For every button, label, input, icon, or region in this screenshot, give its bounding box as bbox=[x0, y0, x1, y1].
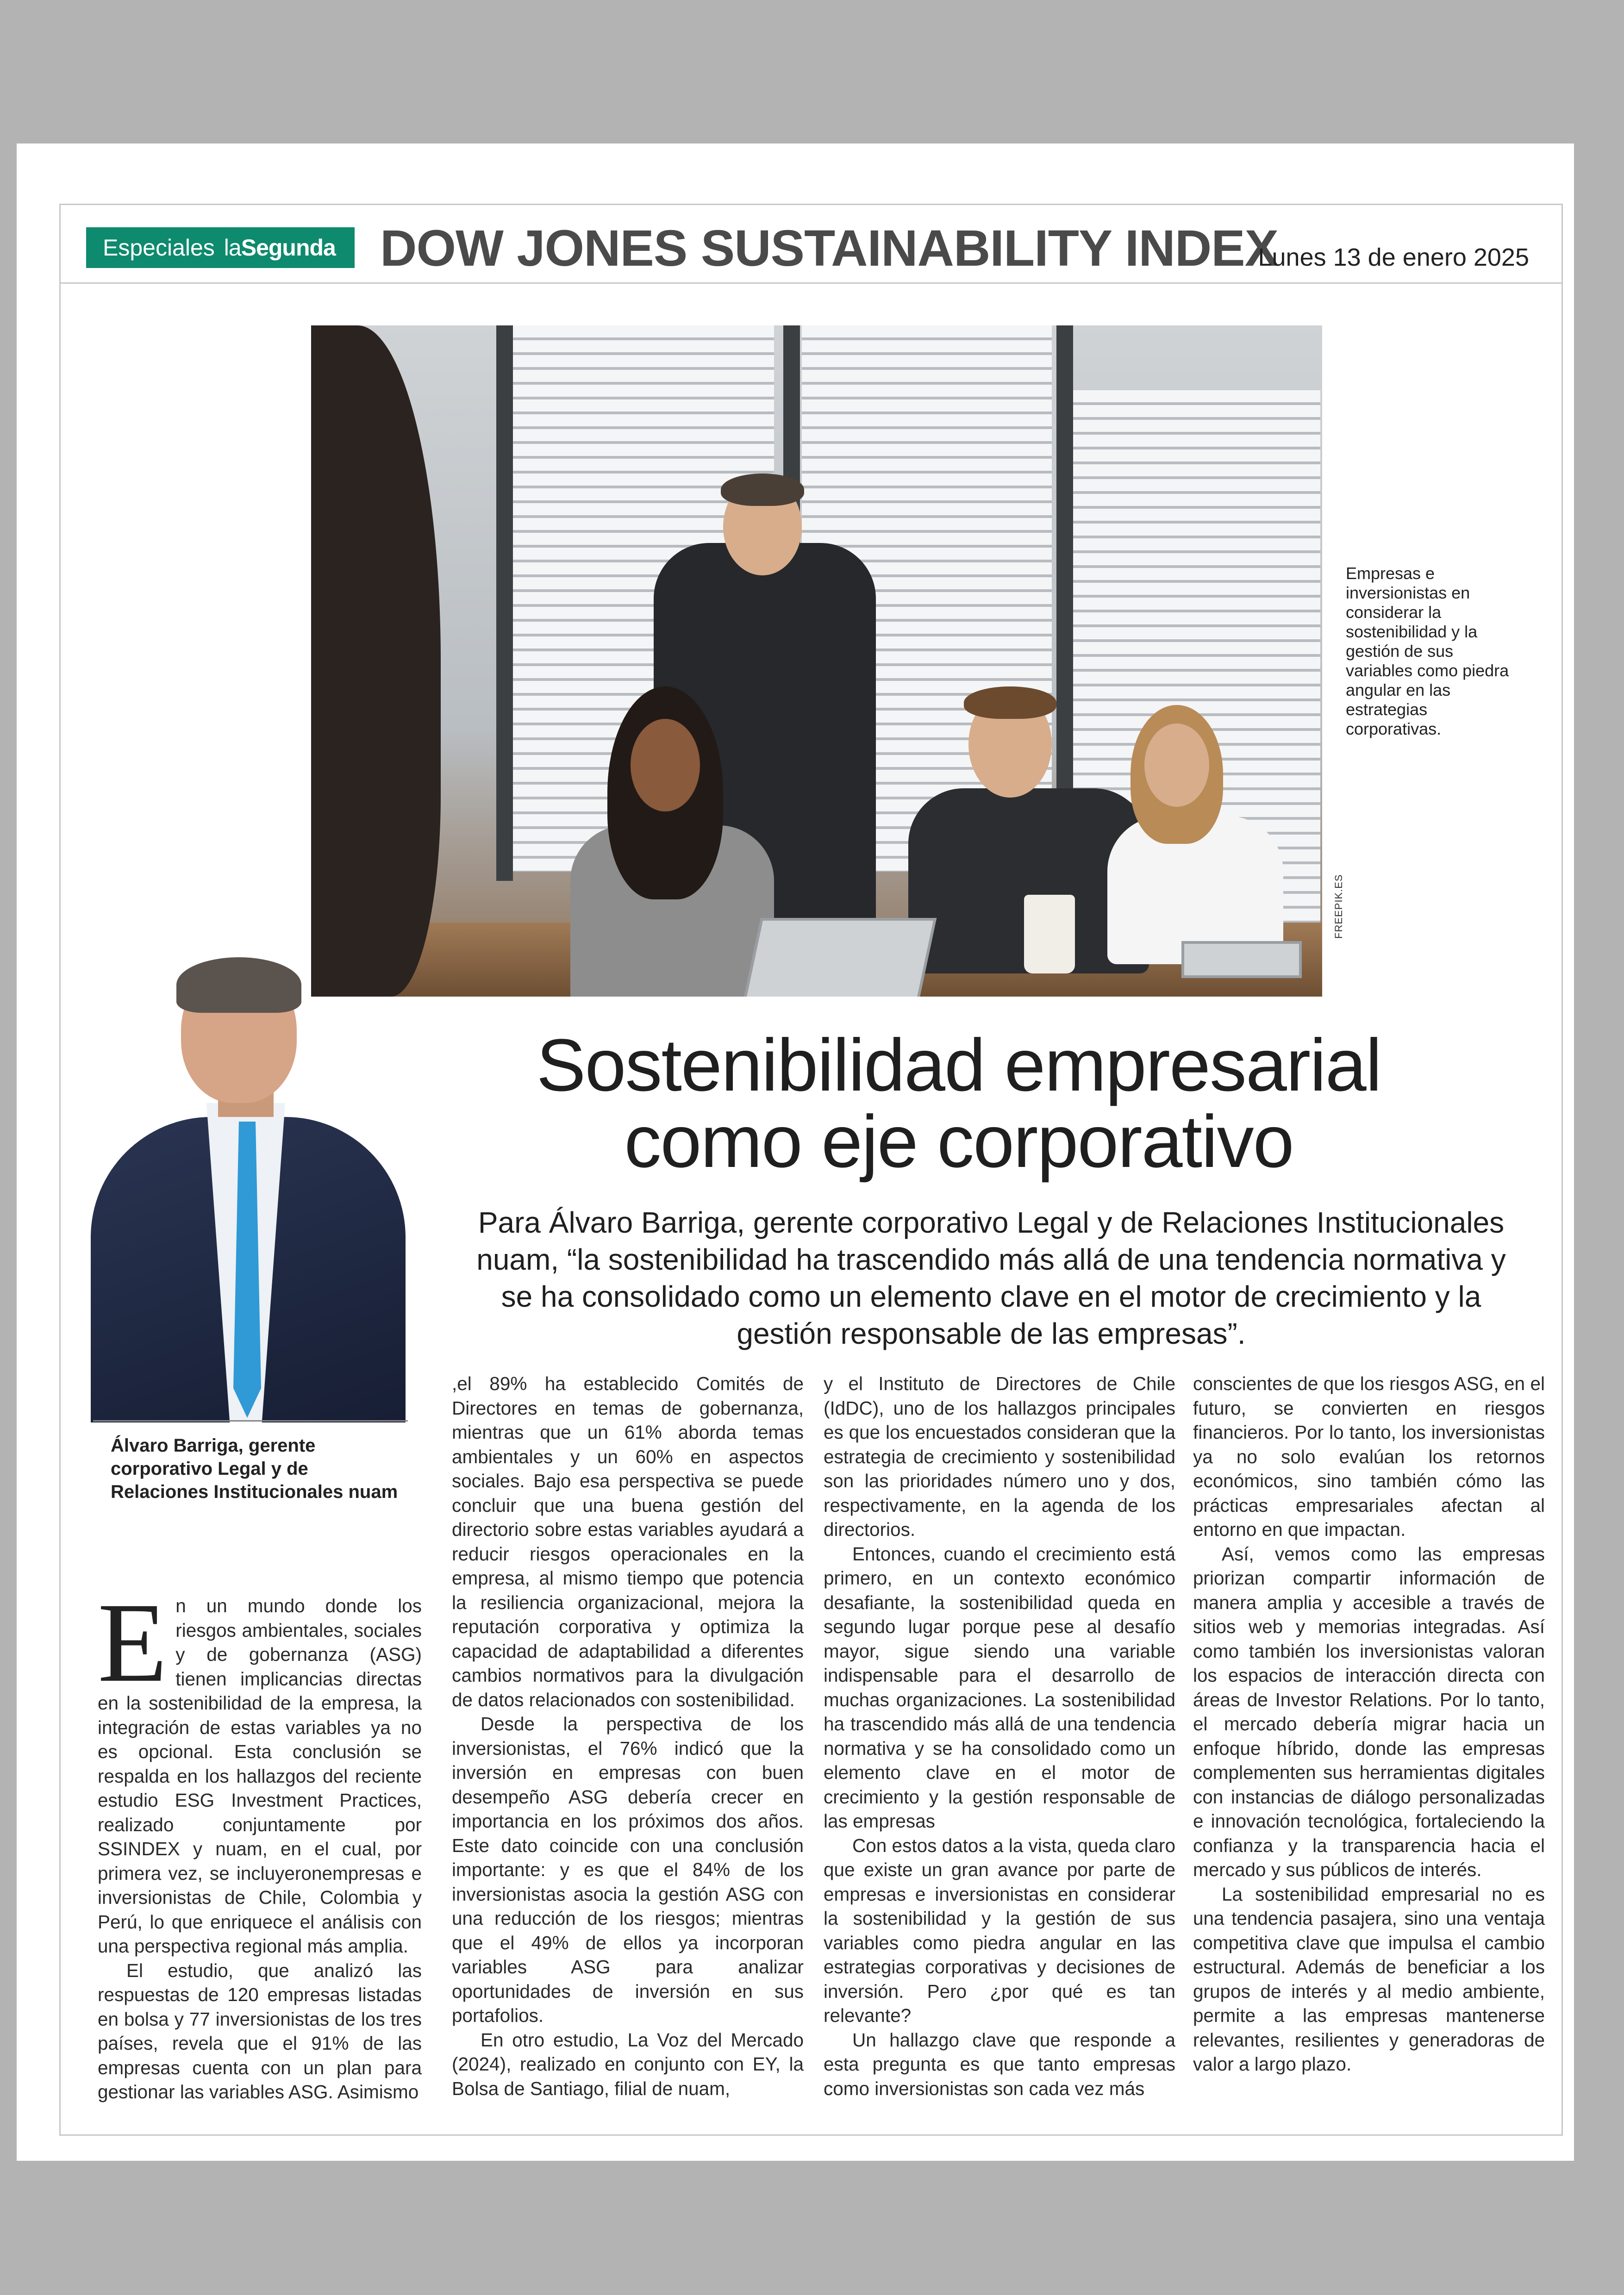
paragraph: Entonces, cuando el crecimiento está primero, en un contexto económico desafiante, la sostenibilidad queda en segundo lugar porque pese al desafío mayor, sigue siendo una variable indispensable para el desarrollo de muchas organizaciones. La sostenibilidad ha trascendido más allá de una tendencia normativa y se ha consolidado como un elemento clave en el motor de crecimiento y la gestión responsable de las empresas bbox=[824, 1543, 1175, 1832]
laptop bbox=[741, 918, 937, 997]
coffee-cup bbox=[1024, 895, 1075, 973]
laptop bbox=[1181, 941, 1302, 978]
portrait-alvaro-barriga bbox=[86, 950, 410, 1422]
paragraph: conscientes de que los riesgos ASG, en el futuro, se convierten en riesgos financieros. Por lo tanto, los inversionistas ya no solo evalúan los retornos económicos, sino también cómo las prácticas empresariales afectan al entorno en que impactan. bbox=[1193, 1373, 1545, 1540]
article-deck: Para Álvaro Barriga, gerente corporativo Legal y de Relaciones Institucionales nuam, “la sostenibilidad ha trascendido más allá de una tendencia normativa y se ha consolidado como un elemento clave en el motor de crecimiento y la gestión responsable de las empresas”. bbox=[476, 1206, 1506, 1350]
drop-cap: E bbox=[98, 1580, 168, 1706]
article-column-2 bbox=[452, 1372, 804, 2101]
paragraph: Un hallazgo clave que responde a esta pregunta es que tanto empresas como inversionistas son cada vez más bbox=[824, 2029, 1175, 2099]
paragraph: Con estos datos a la vista, queda claro que existe un gran avance por parte de empresas e inversionistas en considerar la sostenibilidad y la gestión de sus variables como piedra angular en las estrategias corporativas y decisiones de inversión. Pero ¿por qué es tan relevante? bbox=[824, 1834, 1175, 2026]
paragraph: Desde la perspectiva de los inversionistas, el 76% indicó que la inversión en empresas con buen desempeño ASG debería crecer en importancia en los próximos dos años. Este dato coincide con una conclusión importante: y es que el 84% de los inversionistas asocia la gestión ASG con una reducción de los riesgos; mientras que el 49% de ellos ya incorporan variables ASG para analizar oportunidades de inversión en sus portafolios. bbox=[452, 1713, 804, 2026]
article-column-3 bbox=[824, 1372, 1175, 2101]
paragraph: ,el 89% ha establecido Comités de Directores en temas de gobernanza, mientras que un 61% aborda temas ambientales y un 60% en aspectos sociales. Bajo esa perspectiva se puede concluir que una buena gestión del directorio sobre estas variables ayudará a reducir riesgos operacionales en la empresa, al mismo tiempo que potencia la resiliencia organizacional, mejora la reputación corporativa y optimiza la capacidad de adaptabilidad a diferentes cambios normativos para la divulgación de datos relacionados con sostenibilidad. bbox=[452, 1373, 804, 1710]
paragraph: La sostenibilidad empresarial no es una tendencia pasajera, sino una ventaja competitiva clave que impulsa el cambio estructural. Además de beneficiar a los grupos de interés y al medio ambiente, permite a las empresas mantenerse relevantes, resilientes y generadoras de valor a largo plazo. bbox=[1193, 1883, 1545, 2075]
paragraph: El estudio, que analizó las respuestas de 120 empresas listadas en bolsa y 77 inversionistas de los tres países, revela que el 91% de las empresas cuenta con un plan para gestionar las variables ASG. Asimismo bbox=[98, 1959, 422, 2102]
paragraph: Así, vemos como las empresas priorizan compartir información de manera amplia y accesible a través de sitios web y memorias integradas. Así como también los inversionistas valoran los espacios de interacción directa con áreas de Investor Relations. Por lo tanto, el mercado debería migrar hacia un enfoque híbrido, donde las empresas complementen sus herramientas digitales con instancias de diálogo personalizadas e innovación tecnológica, fortaleciendo la confianza y la transparencia hacia el mercado y sus públicos de interés. bbox=[1193, 1543, 1545, 1880]
meeting-photo bbox=[311, 325, 1322, 997]
paragraph bbox=[98, 1580, 422, 1958]
photo-credit: FREEPIK.ES bbox=[1333, 874, 1344, 939]
logo-lasegunda bbox=[224, 234, 336, 261]
paragraph-text: n un mundo donde los riesgos ambientales, sociales y de gobernanza (ASG) tienen implicancias directas en la sostenibilidad de la empresa, la integración de estas variables ya no es opcional. Esta conclusión se respalda en los hallazgos del reciente estudio ESG Investment Practices, realizado conjuntamente por SSINDEX y nuam, en el cual, por primera vez, se incluyeronempresas e inversionistas de Chile, Colombia y Perú, lo que enriquece el análisis con una perspectiva regional más amplia. bbox=[98, 1595, 422, 1957]
newspaper-page bbox=[17, 143, 1574, 2161]
window-frame bbox=[496, 325, 513, 881]
logo-segunda: Segunda bbox=[241, 235, 336, 261]
logo-la: la bbox=[224, 235, 241, 261]
article-column-1 bbox=[98, 1580, 422, 2104]
page-header bbox=[61, 205, 1562, 284]
headline-line-1: Sostenibilidad empresarial bbox=[536, 1023, 1381, 1106]
paragraph: En otro estudio, La Voz del Mercado (2024), realizado en conjunto con EY, la Bolsa de Santiago, filial de nuam, bbox=[452, 2029, 804, 2099]
paragraph: y el Instituto de Directores de Chile (IdDC), uno de los hallazgos principales es que los encuestados consideran que la estrategia de crecimiento y sostenibilidad son las prioridades número uno y dos, respectivamente, en la agenda de los directorios. bbox=[824, 1373, 1175, 1540]
headline-line-2: como eje corporativo bbox=[624, 1100, 1293, 1183]
logo-especiales: Especiales bbox=[103, 235, 215, 261]
portrait-divider bbox=[93, 1420, 408, 1422]
issue-date: Lunes 13 de enero 2025 bbox=[1258, 243, 1529, 271]
article-headline bbox=[412, 1023, 1505, 1183]
portrait-caption: Álvaro Barriga, gerente corporativo Legal y de Relaciones Institucionales nuam bbox=[111, 1435, 398, 1502]
section-title: DOW JONES SUSTAINABILITY INDEX bbox=[380, 220, 1279, 277]
page-frame bbox=[59, 204, 1563, 2136]
photo-caption: Empresas e inversionistas en considerar la sostenibilidad y la gestión de sus variables como piedra angular en las estrategias corporativas. bbox=[1346, 564, 1509, 738]
article-column-4 bbox=[1193, 1372, 1545, 2077]
especiales-la-segunda-logo bbox=[86, 227, 355, 268]
